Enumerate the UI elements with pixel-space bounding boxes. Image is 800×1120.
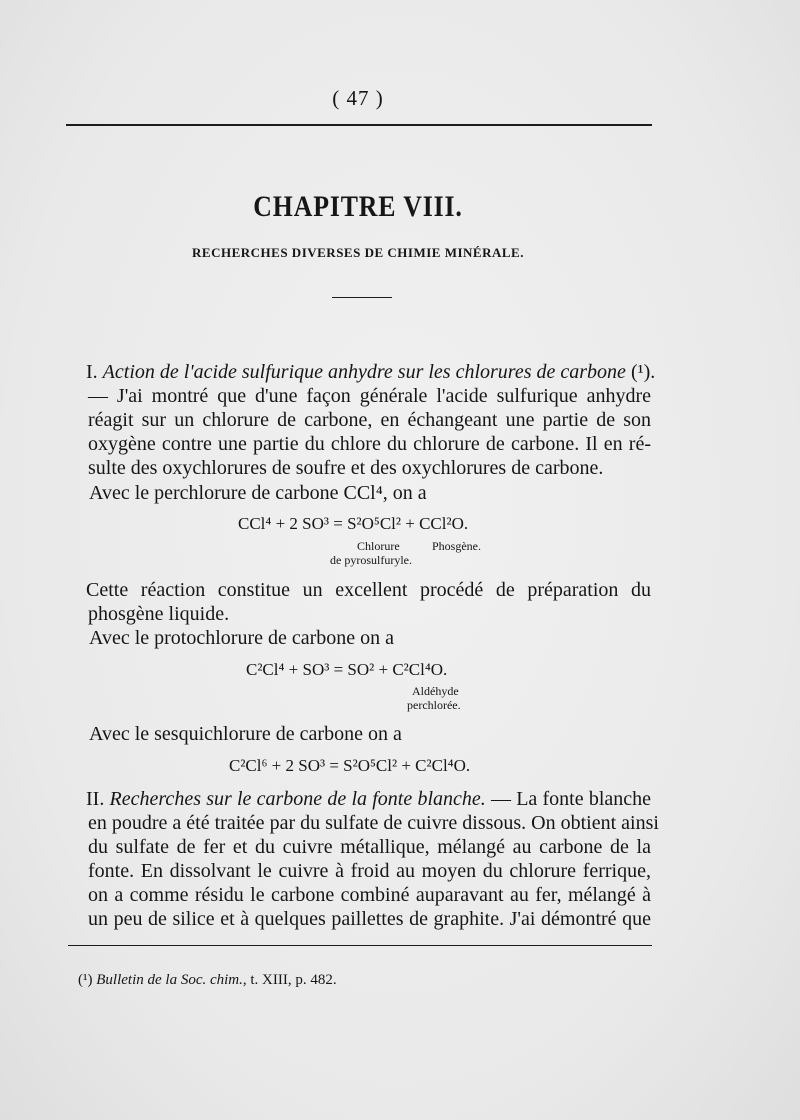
text-line: du sulfate de fer et du cuivre métallique, mélangé au carbone de la xyxy=(88,836,651,858)
section-1-heading: Action de l'acide sulfurique anhydre sur les chlorures de carbone xyxy=(102,361,626,383)
text-line: oxygène contre une partie du chlore du chlorure de carbone. Il en ré- xyxy=(88,433,651,455)
chapter-title: CHAPITRE VIII. xyxy=(253,190,463,223)
footnote-source: Bulletin de la Soc. chim. xyxy=(96,972,243,988)
text-line: Avec le sesquichlorure de carbone on a xyxy=(89,723,402,745)
text-line: phosgène liquide. xyxy=(88,603,230,625)
text-line: un peu de silice et à quelques paillettes de graphite. J'ai démontré que xyxy=(88,908,651,930)
formula-1-note-b: de pyrosulfuryle. xyxy=(330,553,412,567)
formula-1-note-c: Phosgène. xyxy=(432,539,481,553)
formula-1-note-a: Chlorure xyxy=(357,539,400,553)
text-line: Avec le protochlorure de carbone on a xyxy=(89,627,395,649)
formula-2: C²Cl⁴ + SO³ = SO² + C²Cl⁴O. xyxy=(246,660,448,679)
text-line: — J'ai montré que d'une façon générale l'acide sulfurique anhydre xyxy=(88,385,651,407)
footnote xyxy=(78,972,337,989)
text-line: fonte. En dissolvant le cuivre à froid au moyen du chlorure ferrique, xyxy=(88,860,651,882)
text-line: on a comme résidu le carbone combiné auparavant au fer, mélangé à xyxy=(88,884,651,906)
section-2-number: II. xyxy=(86,788,105,810)
footnote-rule xyxy=(68,945,652,946)
header-rule xyxy=(66,124,652,126)
section-1-heading-line xyxy=(86,360,656,384)
text-line: Avec le perchlorure de carbone CCl⁴, on a xyxy=(89,482,427,504)
footnote-ref: , t. XIII, p. 482. xyxy=(242,972,337,988)
section-2-heading: Recherches sur le carbone de la fonte blanche. xyxy=(109,788,486,810)
text-line: Cette réaction constitue un excellent procédé de préparation du xyxy=(86,579,651,601)
page-number: ( 47 ) xyxy=(332,86,384,110)
footnote-marker: (¹) xyxy=(78,972,93,988)
text-line: en poudre a été traitée par du sulfate de cuivre dissous. On obtient ainsi xyxy=(88,812,659,834)
text-line: réagit sur un chlorure de carbone, en échangeant une partie de son xyxy=(88,409,651,431)
section-2-first-line-rest: — La fonte blanche xyxy=(490,788,652,810)
section-1-number: I. xyxy=(86,361,98,383)
formula-2-note-b: perchlorée. xyxy=(407,698,461,712)
formula-3: C²Cl⁶ + 2 SO³ = S²O⁵Cl² + C²Cl⁴O. xyxy=(229,756,471,775)
chapter-subtitle: RECHERCHES DIVERSES DE CHIMIE MINÉRALE. xyxy=(192,245,524,260)
chapter-rule xyxy=(332,297,392,298)
section-2-heading-line xyxy=(86,787,651,811)
section-1-heading-note: (¹). xyxy=(630,361,656,383)
formula-2-note-a: Aldéhyde xyxy=(412,684,459,698)
text-line: sulte des oxychlorures de soufre et des oxychlorures de carbone. xyxy=(88,457,604,479)
formula-1: CCl⁴ + 2 SO³ = S²O⁵Cl² + CCl²O. xyxy=(238,514,469,533)
